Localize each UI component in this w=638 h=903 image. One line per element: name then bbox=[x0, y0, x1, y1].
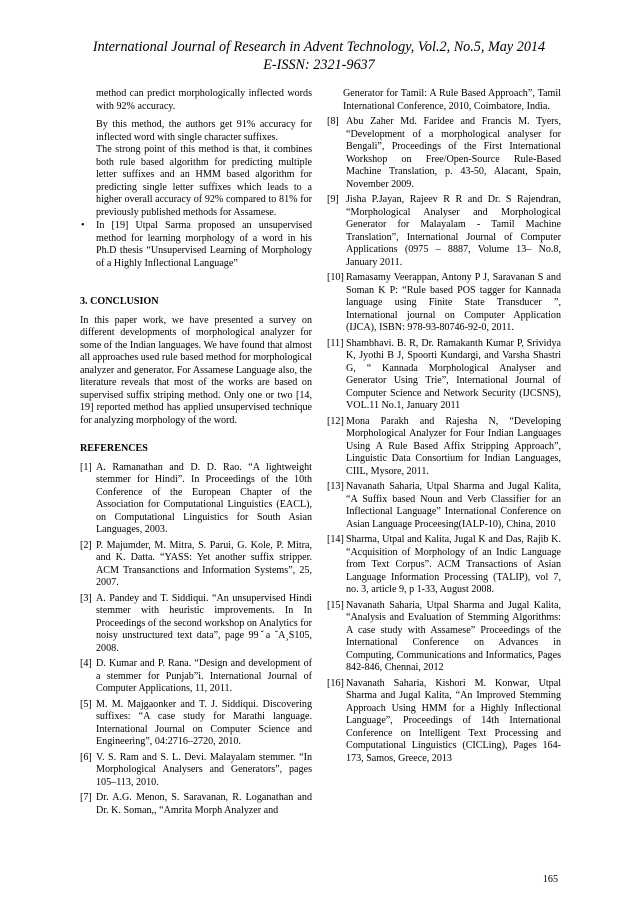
reference-text: M. M. Majgaonker and T. J. Siddiqui. Discovering suffixes: “A case study for Marathi language. International Journal on Computer Science and Engineering”, 04:2716–2720, 2010. bbox=[96, 698, 312, 747]
bullet-item bbox=[80, 220, 312, 270]
reference-number: [9] bbox=[327, 194, 339, 205]
reference-number: [13] bbox=[327, 481, 344, 492]
reference-number: [1] bbox=[80, 461, 92, 473]
reference-item bbox=[80, 792, 312, 817]
reference-number: [12] bbox=[327, 415, 344, 427]
bullet-icon: • bbox=[81, 220, 85, 231]
reference-number: [16] bbox=[327, 677, 344, 689]
reference-item bbox=[327, 416, 561, 479]
reference-number: [10] bbox=[327, 272, 344, 283]
reference-number: [4] bbox=[80, 658, 92, 669]
paragraph: method can predict morphologically inflected words with 92% accuracy. bbox=[96, 88, 312, 112]
reference-item bbox=[327, 116, 561, 191]
paragraph: In this paper work, we have presented a survey on different developments of morphological analyzer for some of the Indian languages. We have found that almost all approaches used rule based method for morphological analyzer and generator. For Assamese Language also, the literature reveals that most of the works are based on supervised suffix striping method. Only one or two [14, 19] reported method has applied unsupervised technique for analyzing morphology of the word. bbox=[80, 314, 312, 426]
reference-number: [5] bbox=[80, 698, 92, 710]
reference-text: Abu Zaher Md. Faridee and Francis M. Tyers, “Development of a morphological analyser for Bengali”, Proceedings of the First International Workshop on Free/Open-Source Rule-Based Machine Translation, p. 43-50, Alacant, Spain, November 2009. bbox=[346, 116, 561, 190]
reference-number: [11] bbox=[327, 337, 344, 349]
reference-text: Navanath Saharia, Utpal Sharma and Jugal Kalita, “Analysis and Evaluation of Stemming Algorithms: A case study with Assamese” Proceedings of the International Conference on Advances in Computing, Communications and Informatics, Pages 842-846, Chennai, 2012 bbox=[346, 599, 561, 673]
reference-text: Jisha P.Jayan, Rajeev R R and Dr. S Rajendran, “Morphological Analyser and Morphological Generator for Malayalam - Tamil Machine Translation”, International Journal of Computer Applications (0975 – 8887, Volume 13– No.8, January 2011. bbox=[346, 194, 561, 268]
reference-number: [8] bbox=[327, 116, 339, 127]
reference-number: [6] bbox=[80, 751, 92, 763]
reference-number: [15] bbox=[327, 599, 344, 611]
right-column bbox=[327, 88, 561, 765]
section-heading: REFERENCES bbox=[80, 443, 148, 454]
reference-text: Sharma, Utpal and Kalita, Jugal K and Das, Rajib K. “Acquisition of Morphology of an Indic Language from Text Corpus”. ACM Transactions of Asian Language Information Processing (TALIP), vol 7, no. 3, article 9, p 1-33, August 2008. bbox=[346, 534, 561, 595]
reference-item bbox=[327, 481, 561, 531]
reference-text: P. Majumder, M. Mitra, S. Parui, G. Kole, P. Mitra, and K. Datta. “YASS: Yet another suffix stripper. ACM Transanctions and Information Systems”, 25, 2007. bbox=[96, 539, 312, 588]
reference-text: A. Pandey and T. Siddiqui. “An unsupervised Hindi stemmer with heuristic improvements. In In Proceedings of the second workshop on Analytics for noisy unstructured text data”, page 99ˇa ˘A¸S105, 2008. bbox=[96, 592, 312, 654]
reference-item bbox=[327, 194, 561, 269]
reference-text: Navanath Saharia, Kishori M. Konwar, Utpal Sharma and Jugal Kalita, “An Improved Stemming Approach Using HMM for a Highly Inflectional Language”, Proceedings of 14th International Conference on Intelligent Text Processing and Computational Linguistics (CICLing), Pages 164-173, Samos, Greece, 2013 bbox=[346, 677, 561, 764]
reference-item bbox=[80, 462, 312, 537]
references-list bbox=[80, 462, 312, 818]
reference-item bbox=[80, 593, 312, 656]
reference-item bbox=[80, 752, 312, 790]
reference-item bbox=[327, 600, 561, 675]
reference-number: [14] bbox=[327, 534, 344, 545]
reference-number: [2] bbox=[80, 539, 92, 551]
page-number: 165 bbox=[542, 874, 558, 885]
reference-item bbox=[327, 272, 561, 335]
section-heading: 3. CONCLUSION bbox=[80, 296, 159, 307]
reference-continuation: Generator for Tamil: A Rule Based Approach”, Tamil International Conference, 2010, Coimbatore, India. bbox=[343, 88, 561, 112]
reference-text: Shambhavi. B. R, Dr. Ramakanth Kumar P, Srividya K, Jyothi B J, Spoorti Kundargi, and Varsha Shastri G, “ Kannada Morphological Analyser and Generator Using Trie”, International Journal of Computer Science and Network Security (IJCSNS), VOL.11 No.1, January 2011 bbox=[346, 337, 561, 411]
left-column bbox=[80, 88, 312, 817]
reference-item bbox=[327, 338, 561, 413]
reference-item bbox=[327, 534, 561, 597]
reference-text: A. Ramanathan and D. D. Rao. “A lightweight stemmer for Hindi”. In Proceedings of the 10th Conference of the European Chapter of the Association for Computational Linguistics (EACL), on Computational Linguistics for South Asian Languages, 2003. bbox=[96, 461, 312, 535]
bullet-text: In [19] Utpal Sarma proposed an unsupervised method for learning morphology of a word in his Ph.D thesis “Unsupervised Learning of Morphology of a Highly Inflectional Language” bbox=[96, 220, 312, 269]
paragraph: By this method, the authors get 91% accuracy for inflected word with single character suffixes. bbox=[96, 119, 312, 143]
journal-issn: E-ISSN: 2321-9637 bbox=[263, 57, 375, 73]
reference-item bbox=[80, 699, 312, 749]
reference-item bbox=[327, 678, 561, 766]
reference-text: Mona Parakh and Rajesha N, “Developing Morphological Analyzer for Four Indian Languages Using A Rule Based Affix Stripping Approach”, Linguistic Data Consortium for Indian Languages, CIIL, Mysore, 2011. bbox=[346, 415, 561, 477]
reference-text: D. Kumar and P. Rana. “Design and development of a stemmer for Punjab”i. International Journal of Computer Applications, 11, 2011. bbox=[96, 658, 312, 694]
reference-text: Dr. A.G. Menon, S. Saravanan, R. Loganathan and Dr. K. Soman,, “Amrita Morph Analyzer and bbox=[96, 792, 312, 816]
references-list bbox=[327, 116, 561, 765]
reference-text: Navanath Saharia, Utpal Sharma and Jugal Kalita, “A Suffix based Noun and Verb Classifier for an Inflectional Language” International Conference on Asian Language Proceesing(IALP-10), China, 2010 bbox=[346, 481, 561, 530]
journal-header bbox=[0, 38, 638, 74]
journal-title: International Journal of Research in Advent Technology, Vol.2, No.5, May 2014 bbox=[92, 39, 546, 55]
reference-number: [7] bbox=[80, 792, 92, 803]
reference-text: V. S. Ram and S. L. Devi. Malayalam stemmer. “In Morphological Analysers and Generators”, pages 105–113, 2010. bbox=[96, 751, 312, 788]
reference-text: Ramasamy Veerappan, Antony P J, Saravanan S and Soman K P: “Rule based POS tagger for Kannada language using Finite State Transducer ”, International journal on Computer Application (IJCA), ISBN: 978-93-80746-92-0, 2011. bbox=[346, 272, 561, 333]
paragraph: The strong point of this method is that, it combines both rule based algorithm for predicting multiple letter suffixes and an HMM based algorithm for predicting single letter suffixes which leads to a higher overall accuracy of 92% compared to 81% for previously published methods for Assamese. bbox=[96, 144, 312, 218]
reference-item bbox=[80, 658, 312, 696]
reference-number: [3] bbox=[80, 592, 92, 604]
reference-item bbox=[80, 540, 312, 590]
